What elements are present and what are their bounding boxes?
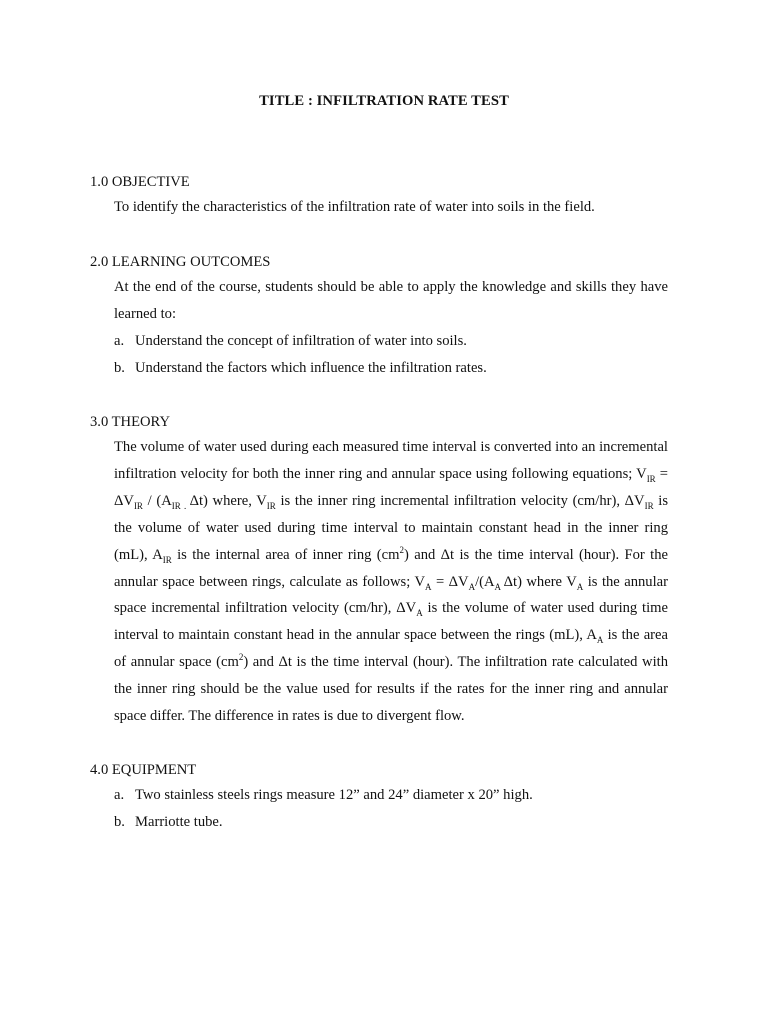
list-item: [114, 355, 674, 382]
list-marker: b.: [114, 359, 125, 376]
list-item: [114, 782, 674, 809]
list-item-text: Understand the concept of infiltration of water into soils.: [135, 332, 467, 349]
list-marker: a.: [114, 332, 125, 349]
page-title: TITLE : INFILTRATION RATE TEST: [259, 93, 509, 109]
list-marker: a.: [114, 787, 125, 803]
objective-heading: 1.0 OBJECTIVE: [90, 174, 190, 190]
section-equipment: [90, 761, 690, 836]
theory-text: The volume of water used during each measured time interval is converted into an incremental infiltration velocity for both the inner ring and annular space using following equations; $V_{IR} = \Delta V_{IR} / (A_{IR .}$ Δt) where, $V_{IR}$ is the inner ring incremental infiltration velocity (cm/hr), $\Delta V_{IR}$ is the volume of water used during time interval to maintain constant head in the inner ring (mL), $A_{IR}$ is the internal area of inner ring $(cm^2)$ and Δt is the time interval (hour). For the annular space between rings, calculate as follows; $V_A = \Delta V_A/(A_A$ Δt) where $V_A$ is the annular space incremental infiltration velocity (cm/hr), $\Delta V_A$ is the volume of water used during time interval to maintain constant head in the annular space between the rings (mL), $A_A$ is the area of annular space $(cm^2)$ and Δt is the time interval (hour). The infiltration rate calculated with the inner ring should be the value used for results if the rates for the inner ring and annular space differ. The difference in rates is due to divergent flow.: [114, 439, 669, 725]
list-item-text: Marriotte tube.: [135, 813, 223, 830]
equipment-heading: 4.0 EQUIPMENT: [90, 762, 197, 778]
equipment-list: [114, 782, 674, 836]
objective-text: To identify the characteristics of the infiltration rate of water into soils in the field.: [114, 199, 595, 215]
list-marker: b.: [114, 813, 125, 830]
section-objective: [90, 173, 690, 221]
list-item: [114, 809, 674, 836]
section-learning-outcomes: [90, 253, 690, 382]
learning-outcomes-list: [114, 328, 674, 382]
section-theory: [90, 413, 690, 730]
theory-heading: 3.0 THEORY: [90, 414, 171, 430]
list-item: [114, 328, 674, 355]
learning-outcomes-intro: At the end of the course, students should be able to apply the knowledge and skills they have learned to:: [114, 279, 668, 322]
learning-outcomes-heading: 2.0 LEARNING OUTCOMES: [90, 254, 271, 270]
list-item-text: Two stainless steels rings measure 12” and 24” diameter x 20” high.: [135, 787, 533, 803]
list-item-text: Understand the factors which influence the infiltration rates.: [135, 359, 487, 376]
